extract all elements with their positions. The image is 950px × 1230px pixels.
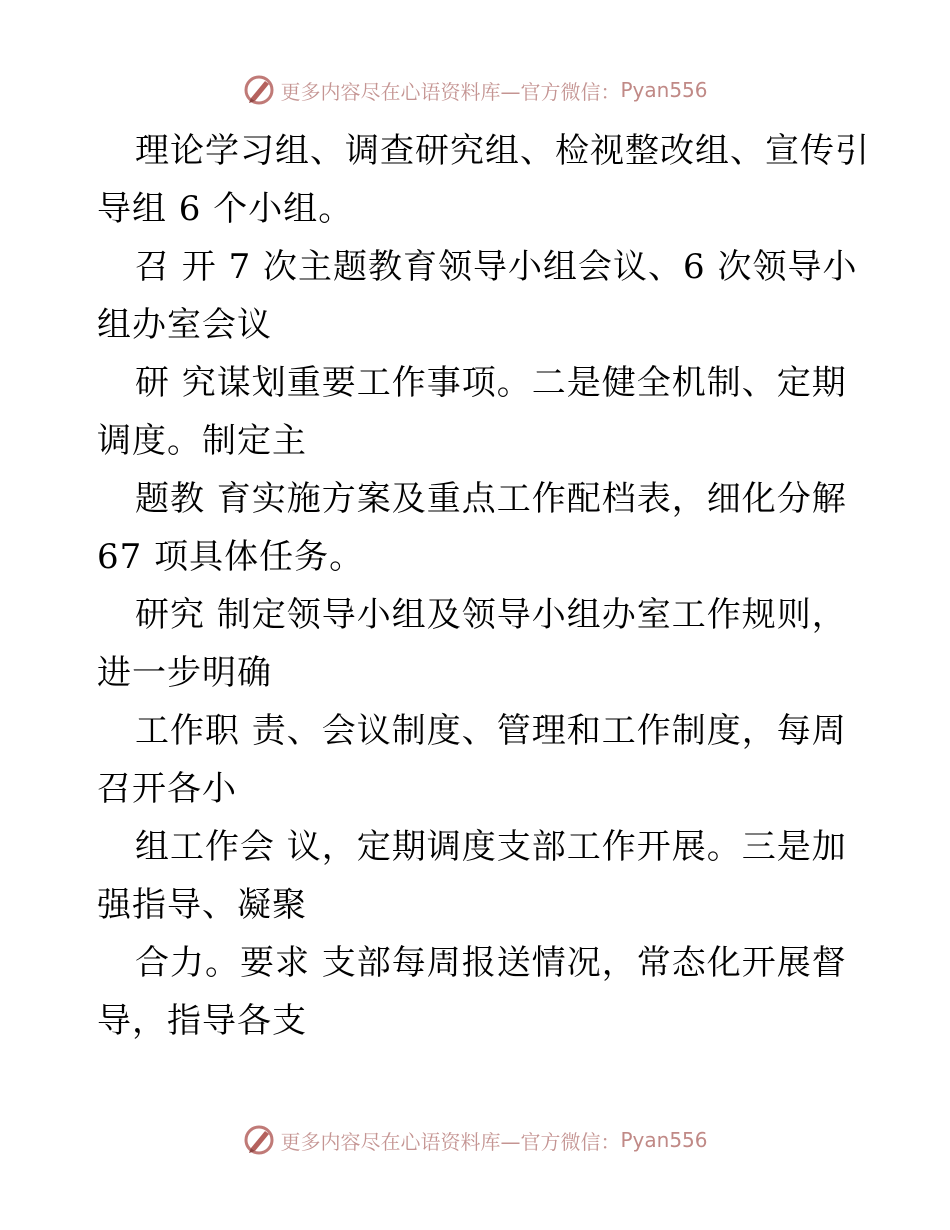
text-line: 进一步明确 (97, 653, 272, 693)
pen-circle-icon (242, 1123, 276, 1157)
text-line: 研究 制定领导小组及领导小组办室工作规则， (135, 595, 847, 635)
text-line: 调度。制定主 (97, 421, 307, 461)
text-line: 强指导、凝聚 (97, 885, 307, 925)
watermark-id: Pyan556 (620, 78, 708, 102)
watermark-id: Pyan556 (620, 1128, 708, 1152)
text-line: 组办室会议 (97, 305, 272, 345)
footer-watermark (0, 1120, 950, 1160)
text-line: 召 开 7 次主题教育领导小组会议、6 次领导小 (135, 247, 858, 287)
text-line: 召开各小 (97, 769, 237, 809)
text-line: 合力。要求 支部每周报送情况，常态化开展督 (135, 943, 847, 983)
text-line: 研 究谋划重要工作事项。二是健全机制、定期 (135, 363, 847, 403)
watermark-text: 更多内容尽在心语资料库—官方微信： (280, 79, 621, 104)
text-line: 组工作会 议，定期调度支部工作开展。三是加 (135, 827, 847, 867)
text-line: 理论学习组、调查研究组、检视整改组、宣传引 (135, 131, 870, 171)
watermark-text: 更多内容尽在心语资料库—官方微信： (280, 1129, 621, 1154)
header-watermark (0, 70, 950, 110)
text-line: 导组 6 个小组。 (97, 189, 354, 229)
pen-circle-icon (242, 73, 276, 107)
text-line: 67 项具体任务。 (97, 537, 365, 577)
text-line: 题教 育实施方案及重点工作配档表，细化分解 (135, 479, 847, 519)
text-line: 导，指导各支 (97, 1001, 307, 1041)
text-line: 工作职 责、会议制度、管理和工作制度，每周 (135, 711, 847, 751)
document-body (97, 122, 870, 1050)
